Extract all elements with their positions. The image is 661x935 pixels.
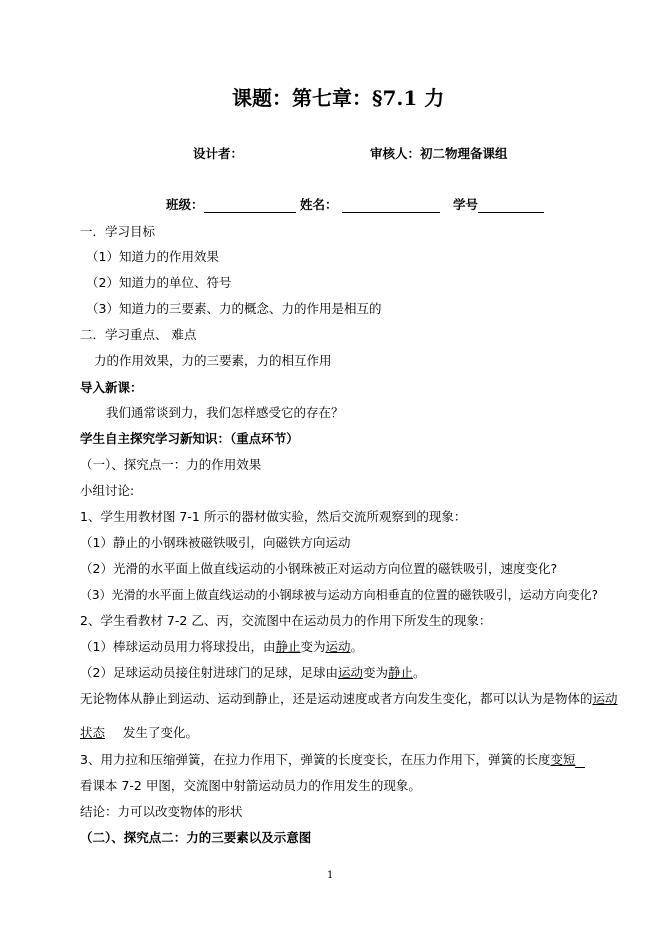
number-field xyxy=(453,197,544,213)
list-item-1-2: （2）光滑的水平面上做直线运动的小钢珠被正对运动方向位置的磁铁吸引，速度变化? xyxy=(80,561,558,576)
text-fragment: 3、用力拉和压缩弹簧，在拉力作用下，弹簧的长度变长，在压力作用下，弹簧的长度 xyxy=(80,752,551,767)
list-item-1: 1、学生用教材图 7-1 所示的器材做实验，然后交流所观察到的现象： xyxy=(80,509,467,524)
list-item-1-3: （3）光滑的水平面上做直线运动的小钢球被与运动方向相垂直的位置的磁铁吸引，运动方向变化? xyxy=(80,588,599,602)
designer-label: 设计者： xyxy=(193,146,244,161)
point1-heading: （一）、探究点一：力的作用效果 xyxy=(80,457,262,472)
name-field xyxy=(300,197,440,213)
number-blank xyxy=(478,198,544,213)
class-blank xyxy=(204,198,296,213)
list-item-1-1: （1）静止的小钢珠被磁铁吸引，向磁铁方向运动 xyxy=(80,535,351,550)
text-fragment: （2）足球运动员接住射进球门的足球，足球由 xyxy=(80,665,338,680)
conclusion-1-line-1 xyxy=(80,691,618,707)
key-points-text: 力的作用效果，力的三要素，力的相互作用 xyxy=(94,353,332,368)
text-fragment: 发生了变化。 xyxy=(123,725,199,740)
list-item-3 xyxy=(80,752,585,768)
text-fragment: 。 xyxy=(350,639,364,654)
answer-blank xyxy=(575,754,585,768)
number-label: 学号 xyxy=(453,197,479,212)
goal-item-1: （1）知道力的作用效果 xyxy=(86,249,219,264)
text-fragment: 。 xyxy=(413,665,426,680)
underlined-answer: 状态 xyxy=(80,725,106,740)
class-label: 班级： xyxy=(166,197,204,212)
page-number: 1 xyxy=(327,870,334,881)
name-label: 姓名： xyxy=(300,197,338,212)
point2-heading: （二）、探究点二：力的三要素以及示意图 xyxy=(80,830,312,845)
page-title: 课题：第七章：§7.1 力 xyxy=(232,86,445,110)
underlined-answer: 运动 xyxy=(325,639,351,654)
goal-item-2: （2）知道力的单位、符号 xyxy=(86,275,232,290)
name-blank xyxy=(342,198,440,213)
text-fragment: 变为 xyxy=(362,665,388,680)
text-fragment: 无论物体从静止到运动、运动到静止，还是运动速度或者方向发生变化，都可以认为是物体的 xyxy=(80,691,593,706)
underlined-answer: 运动 xyxy=(592,691,618,706)
list-item-3-note: 看课本 7-2 甲图，交流图中射箭运动员力的作用发生的现象。 xyxy=(80,778,421,793)
underlined-answer: 静止 xyxy=(388,665,414,680)
underlined-answer: 运动 xyxy=(337,665,363,680)
text-fragment: 变为 xyxy=(300,639,326,654)
section-heading-keypoints: 二．学习重点、 难点 xyxy=(80,327,197,342)
intro-text: 我们通常谈到力，我们怎样感受它的存在？ xyxy=(106,405,344,420)
underlined-answer: 静止 xyxy=(275,639,301,654)
goal-item-3: （3）知道力的三要素、力的概念、力的作用是相互的 xyxy=(86,301,382,316)
discussion-label: 小组讨论: xyxy=(80,483,135,498)
explore-heading: 学生自主探究学习新知识：（重点环节） xyxy=(80,431,299,446)
section-heading-goals: 一．学习目标 xyxy=(80,224,156,239)
list-item-2: 2、学生看教材 7-2 乙、丙，交流图中在运动员力的作用下所发生的现象： xyxy=(80,613,492,628)
underlined-answer: 变短 xyxy=(550,752,576,767)
intro-heading: 导入新课： xyxy=(80,380,143,395)
reviewer-label: 审核人：初二物理备课组 xyxy=(370,146,508,161)
list-item-2-2 xyxy=(80,665,426,681)
list-item-2-1 xyxy=(80,639,363,655)
text-fragment: （1）棒球运动员用力将球投出，由 xyxy=(80,639,276,654)
conclusion-1-line-2 xyxy=(80,725,198,741)
class-field xyxy=(166,197,296,213)
conclusion-2: 结论：力可以改变物体的形状 xyxy=(80,804,243,819)
